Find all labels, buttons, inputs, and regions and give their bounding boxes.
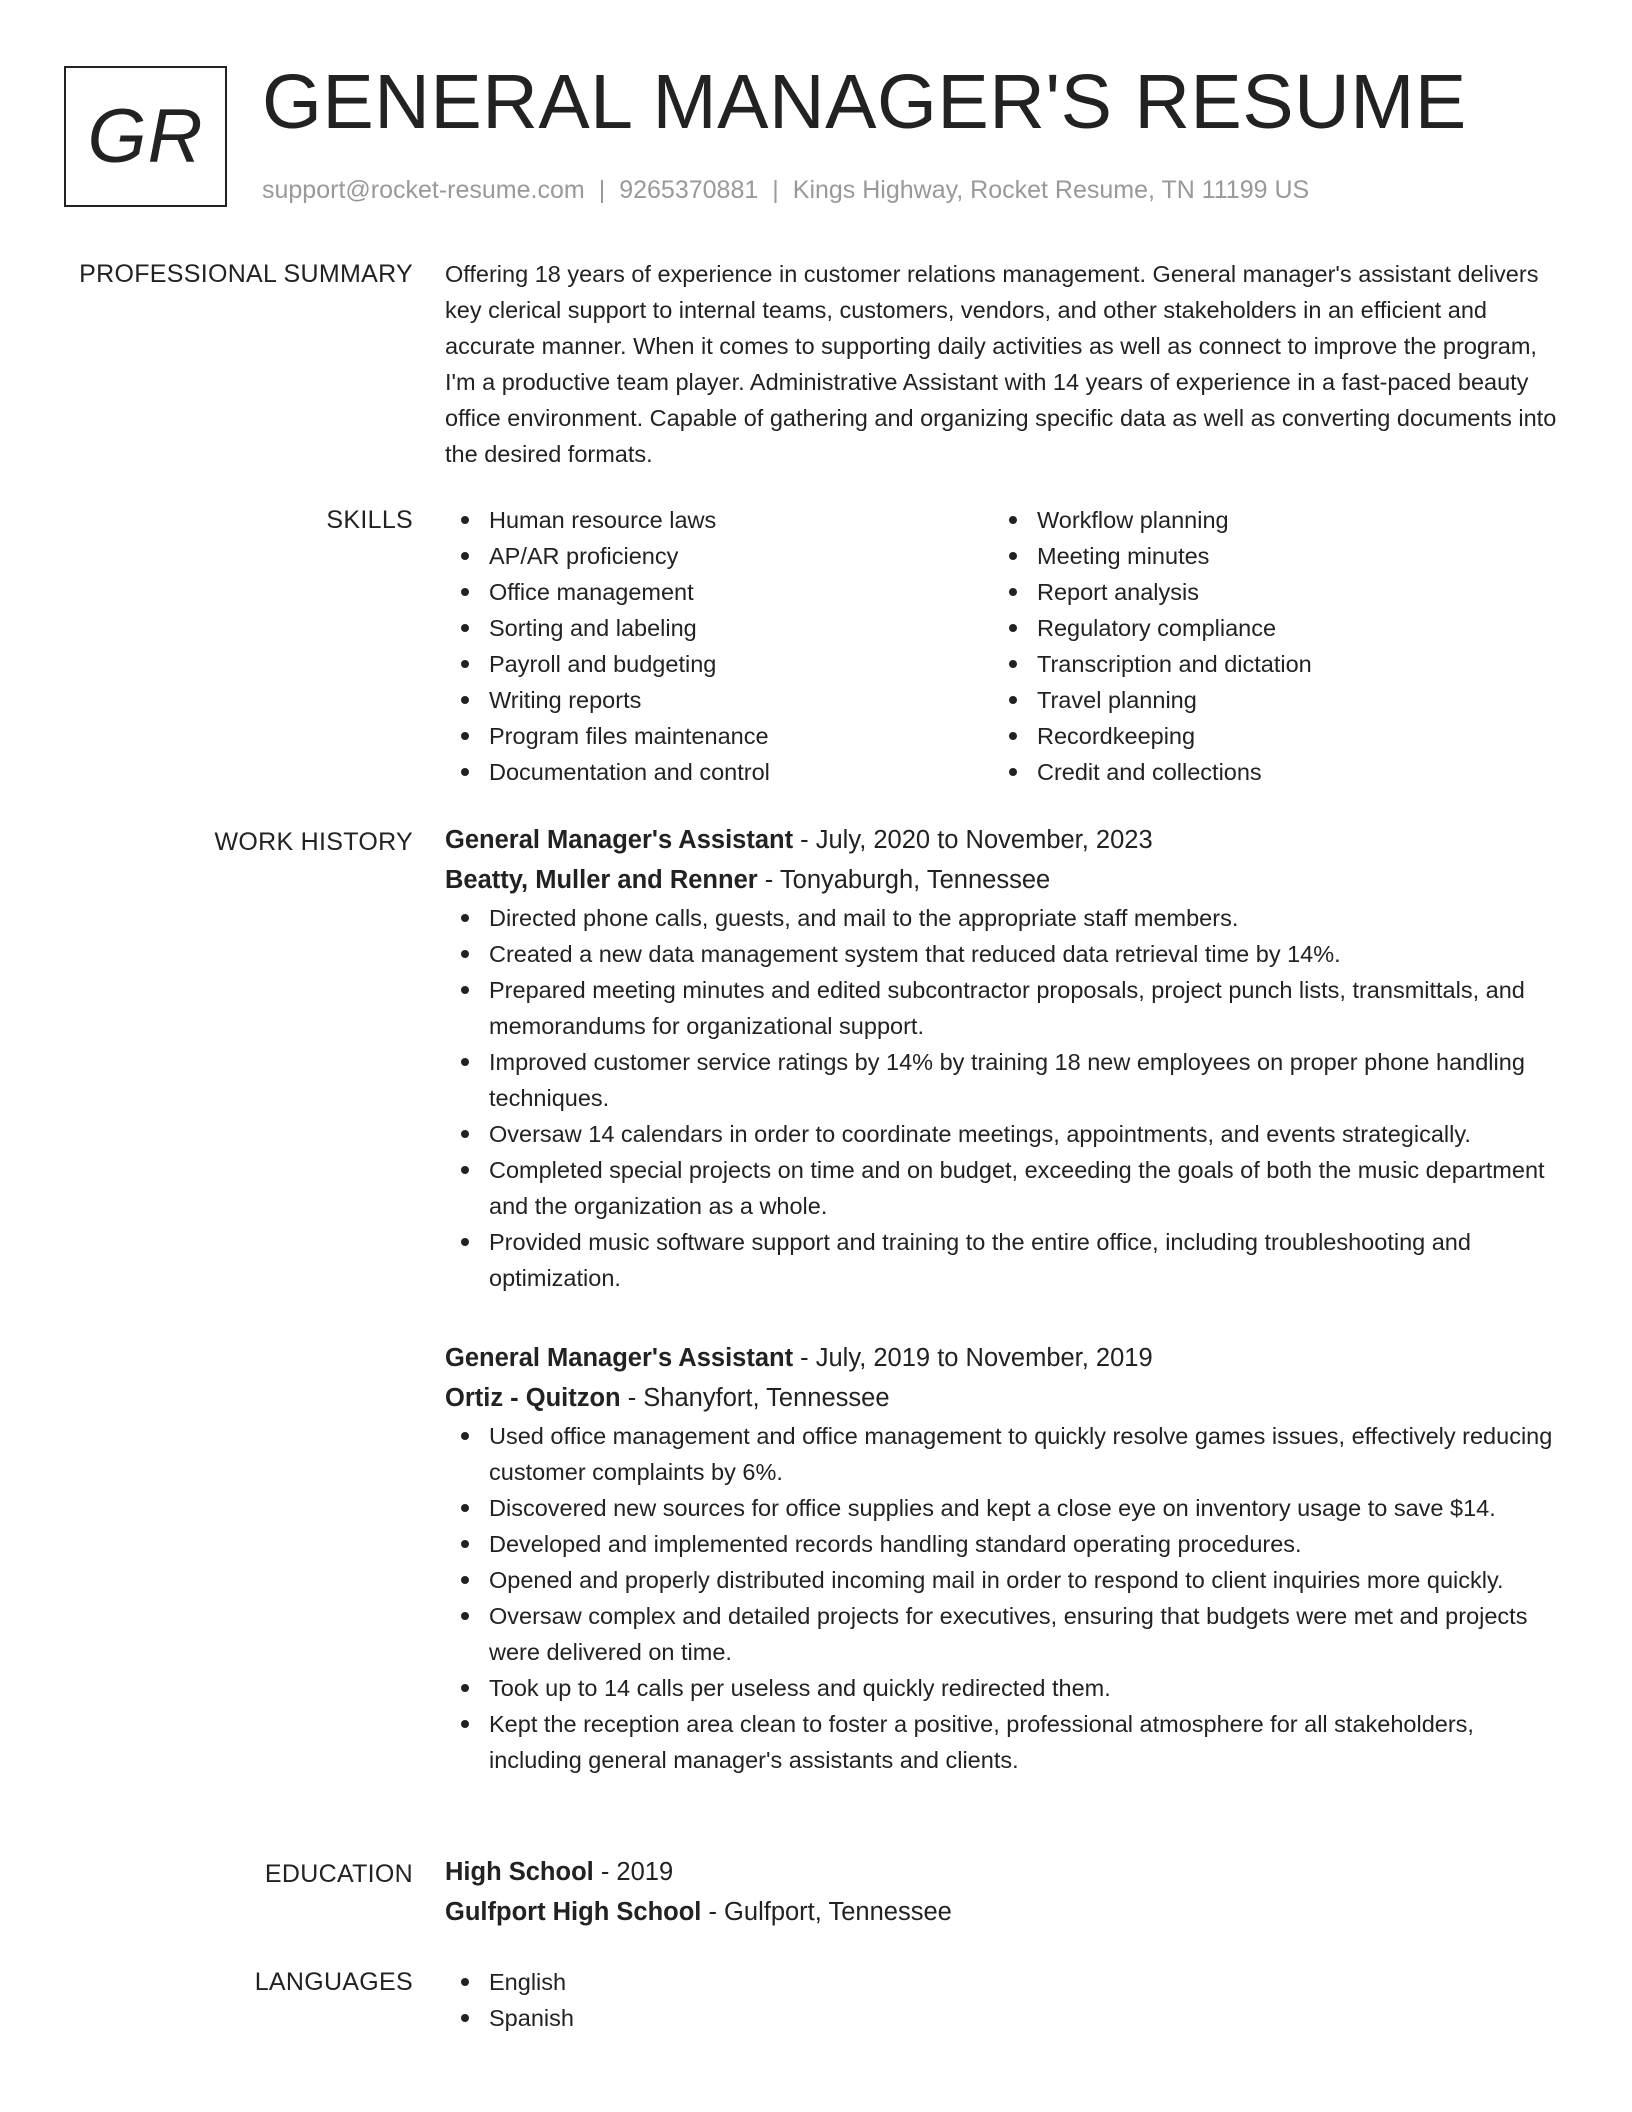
education-section (445, 1852, 1565, 1932)
work-history-heading: WORK HISTORY (214, 828, 413, 856)
skill-item: Writing reports (445, 682, 993, 718)
monogram-badge: GR (64, 66, 227, 207)
skills-list-right (993, 502, 1541, 790)
job-entry (445, 820, 1565, 1296)
contact-address: Kings Highway, Rocket Resume, TN 11199 US (792, 176, 1310, 204)
skill-item: Transcription and dictation (993, 646, 1541, 682)
skill-item: Travel planning (993, 682, 1541, 718)
page-title: GENERAL MANAGER'S RESUME (262, 59, 1467, 145)
language-item: Spanish (445, 2000, 1565, 2036)
job-bullets (445, 1418, 1565, 1778)
skill-item: Office management (445, 574, 993, 610)
job-dates: - July, 2019 to November, 2019 (793, 1344, 1153, 1372)
contact-email: support@rocket-resume.com (262, 176, 585, 204)
job-company-line (445, 860, 1565, 900)
job-company-line (445, 1378, 1565, 1418)
job-bullets (445, 900, 1565, 1296)
skill-item: Regulatory compliance (993, 610, 1541, 646)
education-degree: High School (445, 1858, 594, 1886)
skill-item: Human resource laws (445, 502, 993, 538)
summary-section (445, 256, 1565, 472)
job-bullet: Directed phone calls, guests, and mail to the appropriate staff members. (445, 900, 1565, 936)
skill-item: Recordkeeping (993, 718, 1541, 754)
contact-phone: 9265370881 (619, 176, 759, 204)
contact-separator: | (772, 176, 779, 204)
education-school: Gulfport High School (445, 1898, 702, 1926)
skills-section (445, 502, 1565, 790)
job-dates: - July, 2020 to November, 2023 (793, 826, 1153, 854)
skill-item: Report analysis (993, 574, 1541, 610)
job-bullet: Completed special projects on time and on budget, exceeding the goals of both the music department and the organization as a whole. (445, 1152, 1565, 1224)
job-title-line (445, 820, 1565, 860)
job-bullet: Opened and properly distributed incoming mail in order to respond to client inquiries more quickly. (445, 1562, 1565, 1598)
skill-item: Program files maintenance (445, 718, 993, 754)
job-title-line (445, 1338, 1565, 1378)
job-bullet: Developed and implemented records handling standard operating procedures. (445, 1526, 1565, 1562)
language-item: English (445, 1964, 1565, 2000)
job-bullet: Oversaw complex and detailed projects for executives, ensuring that budgets were met and projects were delivered on time. (445, 1598, 1565, 1670)
education-location: - Gulfport, Tennessee (701, 1898, 952, 1926)
job-bullet: Improved customer service ratings by 14% by training 18 new employees on proper phone handling techniques. (445, 1044, 1565, 1116)
skill-item: Credit and collections (993, 754, 1541, 790)
job-bullet: Created a new data management system that reduced data retrieval time by 14%. (445, 936, 1565, 972)
summary-text: Offering 18 years of experience in customer relations management. General manager's assistant delivers key clerical support to internal teams, customers, vendors, and other stakeholders in an efficient and accurate manner. When it comes to supporting daily activities as well as connect to improve the program, I'm a productive team player. Administrative Assistant with 14 years of experience in a fast-paced beauty office environment. Capable of gathering and organizing specific data as well as converting documents into the desired formats. (445, 261, 1557, 467)
job-bullet: Prepared meeting minutes and edited subcontractor proposals, project punch lists, transmittals, and memorandums for organizational support. (445, 972, 1565, 1044)
skill-item: Workflow planning (993, 502, 1541, 538)
languages-list (445, 1964, 1565, 2036)
education-school-line (445, 1892, 1565, 1932)
skills-list-left (445, 502, 993, 790)
job-location: - Shanyfort, Tennessee (620, 1384, 890, 1412)
job-company: Beatty, Muller and Renner (445, 866, 758, 894)
contact-line (262, 172, 1309, 208)
skills-heading: SKILLS (326, 506, 413, 534)
job-bullet: Discovered new sources for office supplies and kept a close eye on inventory usage to save $14. (445, 1490, 1565, 1526)
job-bullet: Used office management and office management to quickly resolve games issues, effectively reducing customer complaints by 6%. (445, 1418, 1565, 1490)
skill-item: Documentation and control (445, 754, 993, 790)
languages-section (445, 1964, 1565, 2036)
summary-heading: PROFESSIONAL SUMMARY (79, 260, 413, 288)
job-entry (445, 1338, 1565, 1778)
job-bullet: Provided music software support and training to the entire office, including troubleshooting and optimization. (445, 1224, 1565, 1296)
skill-item: Meeting minutes (993, 538, 1541, 574)
job-bullet: Took up to 14 calls per useless and quickly redirected them. (445, 1670, 1565, 1706)
job-company: Ortiz - Quitzon (445, 1384, 621, 1412)
languages-heading: LANGUAGES (254, 1968, 413, 1996)
education-degree-line (445, 1852, 1565, 1892)
job-bullet: Oversaw 14 calendars in order to coordinate meetings, appointments, and events strategically. (445, 1116, 1565, 1152)
skill-item: AP/AR proficiency (445, 538, 993, 574)
contact-separator: | (598, 176, 606, 204)
skill-item: Sorting and labeling (445, 610, 993, 646)
skill-item: Payroll and budgeting (445, 646, 993, 682)
job-bullet: Kept the reception area clean to foster a positive, professional atmosphere for all stakeholders, including general manager's assistants and clients. (445, 1706, 1565, 1778)
education-year: - 2019 (593, 1858, 674, 1886)
job-title: General Manager's Assistant (445, 826, 794, 854)
job-title: General Manager's Assistant (445, 1344, 794, 1372)
education-heading: EDUCATION (264, 1860, 413, 1888)
job-location: - Tonyaburgh, Tennessee (757, 866, 1051, 894)
